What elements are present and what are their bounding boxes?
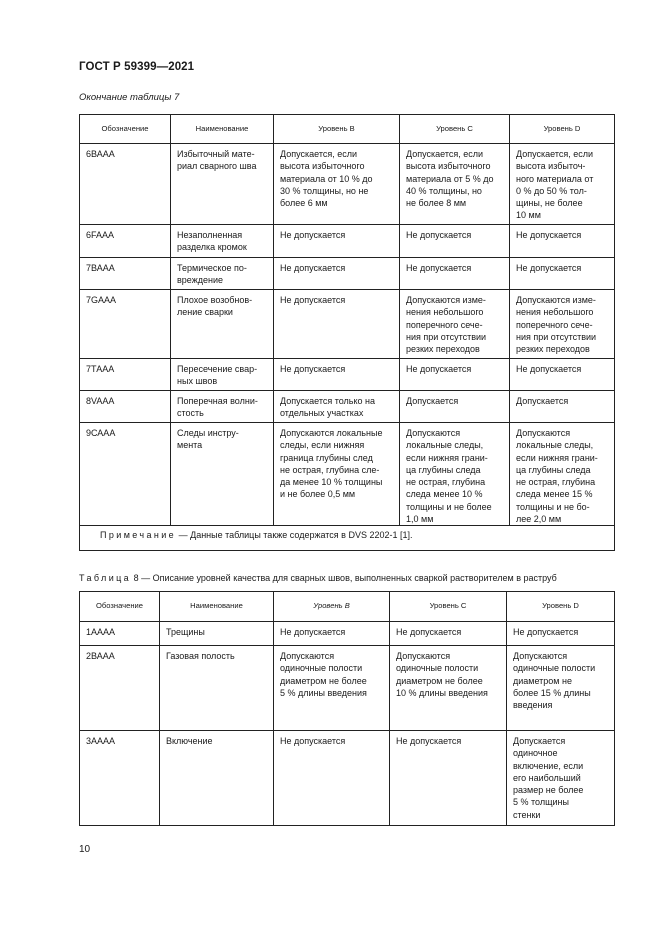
cell-level-c: Не допускается [390,622,507,646]
cell-level-b: Допускаются локальные следы, если нижняя граница глубины след не острая, глубина сле- да менее 10 % толщины и не более 0,5 мм [274,423,400,526]
cell-code: 8VAAA [80,391,171,423]
cell-name: Газовая полость [160,646,274,731]
col-header-name: Наименование [160,592,274,622]
cell-level-b: Допускаются одиночные полости диаметром не более 5 % длины введения [274,646,390,731]
table-continuation-title: Окончание таблицы 7 [79,92,180,103]
cell-level-c: Допускается [400,391,510,423]
cell-level-d: Допускаются локальные следы, если нижняя грани- ца глубины следа не острая, глубина следа менее 15 % толщины и не бо- лее 2,0 мм [510,423,615,526]
cell-name: Незаполненная разделка кромок [171,225,274,258]
cell-name: Трещины [160,622,274,646]
table-8 [79,591,615,826]
table-row [80,144,615,225]
document-id: ГОСТ Р 59399—2021 [79,61,195,73]
table-row [80,290,615,359]
table-row [80,731,615,826]
cell-level-b: Допускается, если высота избыточного материала от 10 % до 30 % толщины, но не более 6 мм [274,144,400,225]
cell-name: Следы инстру- мента [171,423,274,526]
cell-code: 2ВААА [80,646,160,731]
cell-name: Избыточный мате- риал сварного шва [171,144,274,225]
col-header-name: Наименование [171,115,274,144]
cell-name: Поперечная волни- стость [171,391,274,423]
cell-name: Включение [160,731,274,826]
cell-level-b: Не допускается [274,225,400,258]
cell-level-c: Не допускается [400,258,510,290]
note-text: — Данные таблицы также содержатся в DVS 2202-1 [1]. [176,530,413,541]
cell-code: 9САAA [80,423,171,526]
caption-label: Таблица [79,573,132,583]
cell-code: 3АААА [80,731,160,826]
col-header-code: Обозначение [80,115,171,144]
table-header-row [80,115,615,144]
table-note [80,526,615,551]
note-label: Примечание [100,530,177,541]
cell-level-b: Не допускается [274,258,400,290]
col-header-level-c: Уровень С [400,115,510,144]
cell-level-b: Допускается только на отдельных участках [274,391,400,423]
cell-level-d: Допускается, если высота избыточ- ного материала от 0 % до 50 % тол- щины, не более 10 мм [510,144,615,225]
cell-code: 6ВААА [80,144,171,225]
cell-code: 7ТААА [80,359,171,391]
cell-level-d: Допускаются изме- нения небольшого поперечного сече- ния при отсутствии резких переходов [510,290,615,359]
table-note-row [80,526,615,551]
cell-level-d: Допускается одиночное включение, если его наибольший размер не более 5 % толщины стенки [507,731,615,826]
col-header-code: Обозначение [80,592,160,622]
cell-level-b: Не допускается [274,622,390,646]
table-row [80,423,615,526]
col-header-level-c: Уровень C [390,592,507,622]
table-row [80,646,615,731]
caption-text: 8 — Описание уровней качества для сварных швов, выполненных сваркой растворителем в раструб [131,573,557,583]
table-row [80,622,615,646]
cell-level-c: Не допускается [390,731,507,826]
table-8-caption [79,573,557,583]
table-row [80,225,615,258]
page-number: 10 [79,844,91,855]
cell-level-d: Не допускается [510,225,615,258]
cell-code: 1АААА [80,622,160,646]
table-header-row [80,592,615,622]
cell-code: 7GAAA [80,290,171,359]
cell-name: Термическое по- вреждение [171,258,274,290]
cell-level-d: Допускаются одиночные полости диаметром не более 15 % длины введения [507,646,615,731]
col-header-level-d: Уровень D [507,592,615,622]
table-row [80,391,615,423]
cell-level-d: Не допускается [507,622,615,646]
table-row [80,258,615,290]
cell-code: 6FAAA [80,225,171,258]
cell-level-b: Не допускается [274,359,400,391]
col-header-level-b: Уровень В [274,115,400,144]
cell-level-b: Не допускается [274,731,390,826]
cell-name: Пересечение свар- ных швов [171,359,274,391]
cell-level-d: Допускается [510,391,615,423]
cell-level-c: Допускается, если высота избыточного материала от 5 % до 40 % толщины, но не более 8 мм [400,144,510,225]
cell-level-c: Не допускается [400,359,510,391]
cell-level-c: Допускаются изме- нения небольшого поперечного сече- ния при отсутствии резких переходов [400,290,510,359]
col-header-level-b: Уровень B [274,592,390,622]
cell-level-d: Не допускается [510,258,615,290]
cell-code: 7ВААА [80,258,171,290]
col-header-level-d: Уровень D [510,115,615,144]
cell-level-c: Допускаются одиночные полости диаметром не более 10 % длины введения [390,646,507,731]
cell-name: Плохое возобнов- ление сварки [171,290,274,359]
table-7 [79,114,615,551]
table-row [80,359,615,391]
cell-level-c: Не допускается [400,225,510,258]
cell-level-b: Не допускается [274,290,400,359]
cell-level-d: Не допускается [510,359,615,391]
cell-level-c: Допускаются локальные следы, если нижняя грани- ца глубины следа не острая, глубина следа менее 10 % толщины и не более 1,0 мм [400,423,510,526]
